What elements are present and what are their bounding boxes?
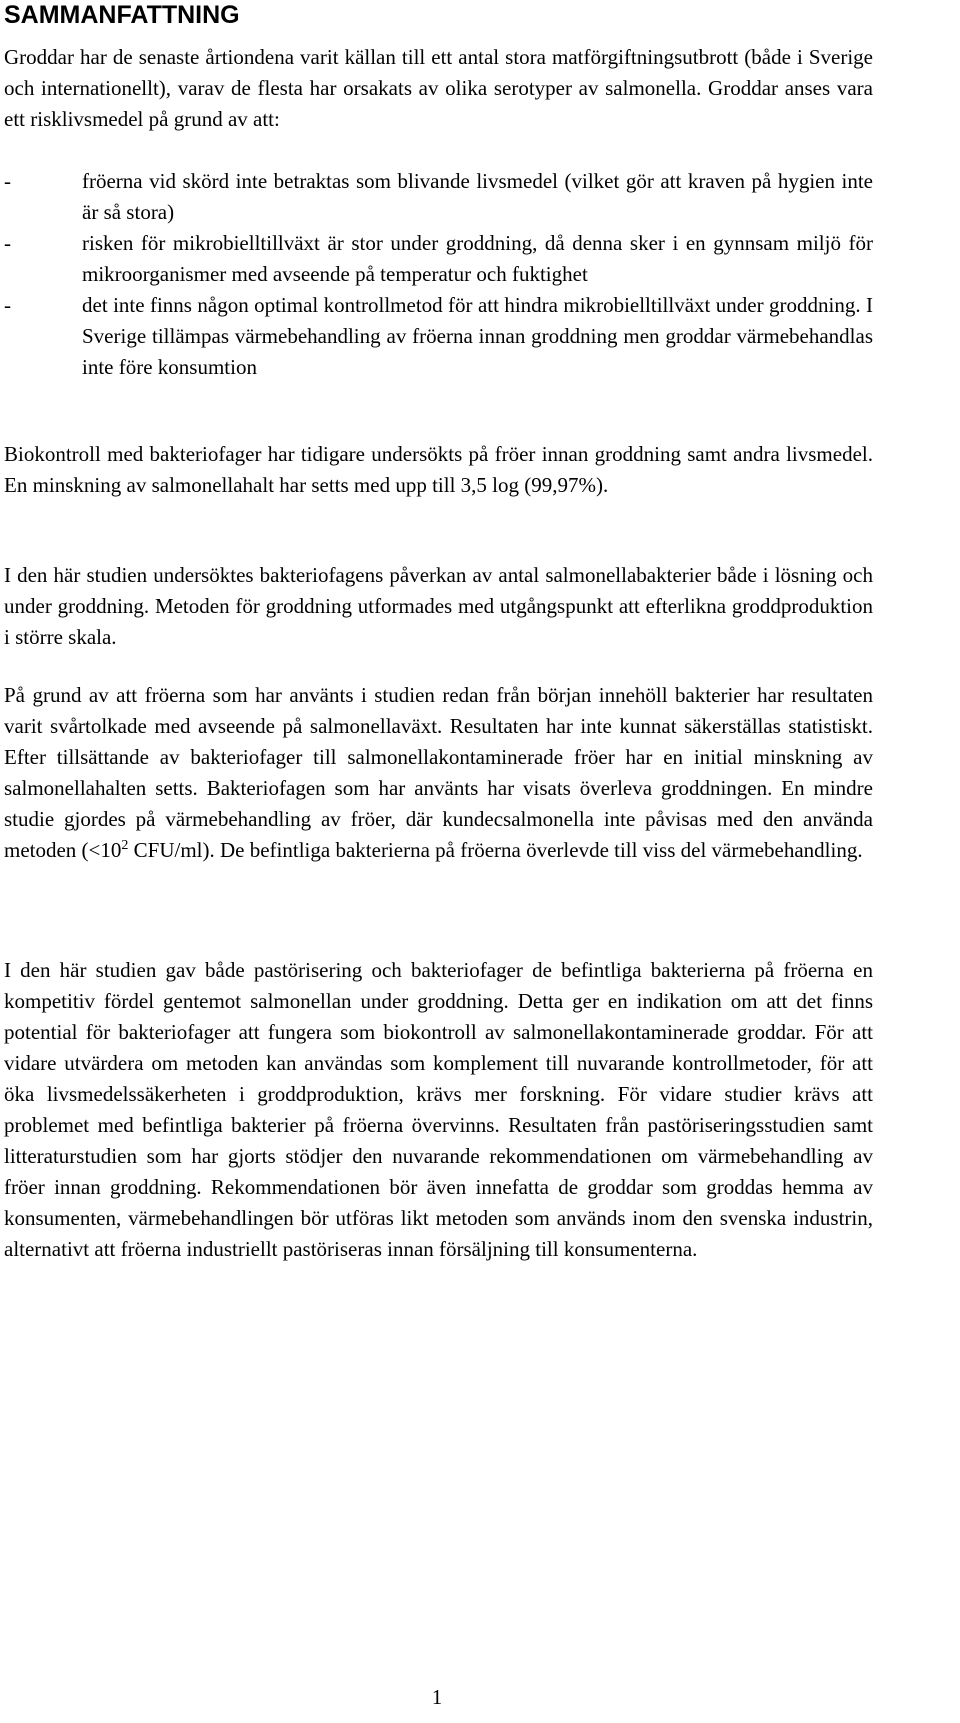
paragraph-intro: Groddar har de senaste årtiondena varit källan till ett antal stora matförgiftningsutbrott (både i Sverige och internationellt), varav de flesta har orsakats av olika serotyper av salmonella. Groddar anses vara ett risklivsmedel på grund av att: <box>4 45 873 131</box>
page-number: 1 <box>431 1685 443 1709</box>
list-item-text: fröerna vid skörd inte betraktas som blivande livsmedel (vilket gör att kraven på hygien inte är så stora) <box>82 169 873 224</box>
list-item <box>4 166 873 228</box>
list-item-text: risken för mikrobielltillväxt är stor under groddning, då denna sker i en gynnsam miljö för mikroorganismer med avseende på temperatur och fuktighet <box>82 231 873 286</box>
paragraph-conclusion: I den här studien gav både pastörisering och bakteriofager de befintliga bakterierna på fröerna en kompetitiv fördel gentemot salmonellan under groddning. Detta ger en indikation om att det finns potential för bakteriofager att fungera som biokontroll av salmonellakontaminerade groddar. För att vidare utvärdera om metoden kan användas som komplement till nuvarande kontrollmetoder, för att öka livsmedelssäkerheten i groddproduktion, krävs mer forskning. För vidare studier krävs att problemet med befintliga bakterier på fröerna övervinns. Resultaten från pastöriseringsstudien samt litteraturstudien som har gjorts stödjer den nuvarande rekommendationen om värmebehandling av fröer innan groddning. Rekommendationen bör även innefatta de groddar som groddas hemma av konsumenten, värmebehandlingen bör utföras likt metoden som används inom den svenska industrin, alternativt att fröerna industriellt pastöriseras innan försäljning till konsumenterna. <box>4 958 873 1261</box>
paragraph-results <box>4 680 873 866</box>
risk-list <box>4 166 873 383</box>
superscript-exponent: 2 <box>121 838 129 853</box>
list-dash: - <box>4 169 11 193</box>
paragraph-study-aim: I den här studien undersöktes bakteriofagens påverkan av antal salmonellabakterier både i lösning och under groddning. Metoden för groddning utformades med utgångspunkt att efterlikna groddproduktion i större skala. <box>4 563 873 649</box>
results-text-after: CFU/ml). De befintliga bakterierna på fröerna överlevde till viss del värmebehandling. <box>128 838 863 862</box>
paragraph-biocontrol: Biokontroll med bakteriofager har tidigare undersökts på fröer innan groddning samt andra livsmedel. En minskning av salmonellahalt har setts med upp till 3,5 log (99,97%). <box>4 442 873 497</box>
results-text-before: På grund av att fröerna som har använts i studien redan från början innehöll bakterier har resultaten varit svårtolkade med avseende på salmonellaväxt. Resultaten har inte kunnat säkerställas statistiskt. Efter tillsättande av bakteriofager till salmonellakontaminerade fröer har en initial minskning av salmonellahalten setts. Bakteriofagen som har använts har visats överleva groddningen. En mindre studie gjordes på värmebehandling av fröer, där kundecsalmonella inte påvisas med den använda metoden (<10 <box>4 683 873 862</box>
list-dash: - <box>4 231 11 255</box>
section-heading: SAMMANFATTNING <box>4 1 240 29</box>
list-dash: - <box>4 293 11 317</box>
list-item <box>4 290 873 383</box>
list-item-text: det inte finns någon optimal kontrollmetod för att hindra mikrobielltillväxt under groddning. I Sverige tillämpas värmebehandling av fröerna innan groddning men groddar värmebehandlas inte före konsumtion <box>82 293 873 379</box>
list-item <box>4 228 873 290</box>
